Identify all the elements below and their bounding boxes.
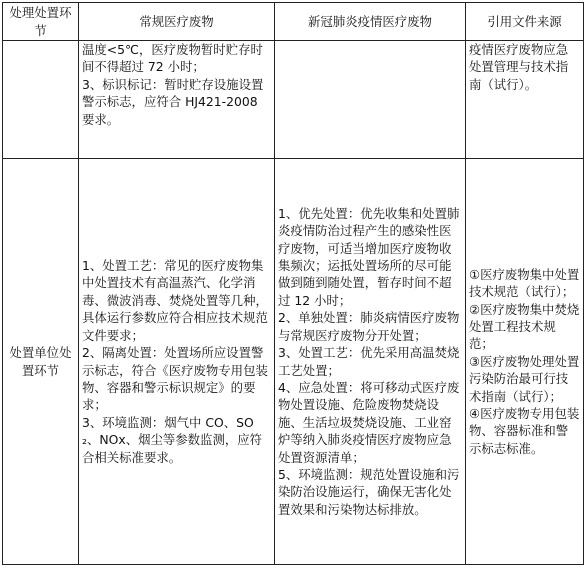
covid-waste-line: 4、应急处置：将可移动式医疗废物处置设施、危险废物焚烧设施、生活垃圾焚烧设施、工业窑炉等纳入肺炎疫情医疗废物应急处置资源清单； (278, 379, 460, 465)
header-regular-waste: 常规医疗废物 (79, 3, 275, 41)
regular-waste-line: 3、环境监测：烟气中 CO、SO₂、NOx、烟尘等参数监测，应符合相关标准要求。 (82, 414, 263, 465)
source-line: 疫情医疗废物应急处置管理与技术指南（试行）。 (469, 42, 569, 92)
disposal-comparison-table (2, 2, 584, 565)
regular-waste-line: 3、标识标记：暂时贮存设施设置警示标志，应符合 HJ421-2008 要求。 (82, 76, 264, 127)
regular-waste-line: 2、隔离处置：处置场所应设置警示标志，符合《医疗废物专用包装物、容器和警示标识规定》的要求； (82, 345, 268, 413)
source-cell (466, 159, 584, 565)
covid-waste-line: 2、单独处置：肺炎病情医疗废物与常规医疗废物分开处置； (278, 310, 460, 343)
source-line: ①医疗废物集中处置技术规范（试行）； (469, 266, 580, 300)
source-line: ④医疗废物专用包装物、容器标准和警示标志标准。 (469, 406, 580, 456)
stage-cell (3, 41, 79, 159)
covid-waste-cell (275, 41, 466, 159)
regular-waste-cell (79, 159, 275, 565)
table-header-row (3, 3, 584, 41)
regular-waste-cell (79, 41, 275, 159)
covid-waste-line: 5、环境监测：规范处置设施和污染防治设施运行，确保无害化处置效果和污染物达标排放。 (278, 466, 460, 517)
source-line: ②医疗废物集中焚烧处置工程技术规范； (469, 301, 580, 352)
regular-waste-line: 温度<5℃，医疗废物暂时贮存时间不得超过 72 小时； (82, 42, 263, 75)
covid-waste-cell (275, 159, 466, 565)
header-covid-waste: 新冠肺炎疫情医疗废物 (275, 3, 466, 41)
stage-cell: 处置单位处置环节 (3, 159, 79, 565)
table-row (3, 159, 584, 565)
regular-waste-line: 1、处置工艺：常见的医疗废物集中处置技术有高温蒸汽、化学消毒、微波消毒、焚烧处置等几种，具体运行参数应符合相应技术规范文件要求； (82, 258, 268, 343)
source-cell (466, 41, 584, 159)
covid-waste-line: 3、处置工艺：优先采用高温焚烧工艺处置； (278, 345, 460, 378)
source-line: ③医疗废物处理处置污染防治最可行技术指南（试行）； (469, 353, 580, 404)
covid-waste-line: 1、优先处置：优先收集和处置肺炎疫情防治过程产生的感染性医疗废物，可适当增加医疗废物收集频次；运抵处置场所的尽可能做到随到随处置，暂存时间不超过 12 小时； (278, 205, 460, 308)
header-source-documents: 引用文件来源 (466, 3, 584, 41)
header-stage: 处理处置环节 (3, 3, 79, 41)
table-row (3, 41, 584, 159)
